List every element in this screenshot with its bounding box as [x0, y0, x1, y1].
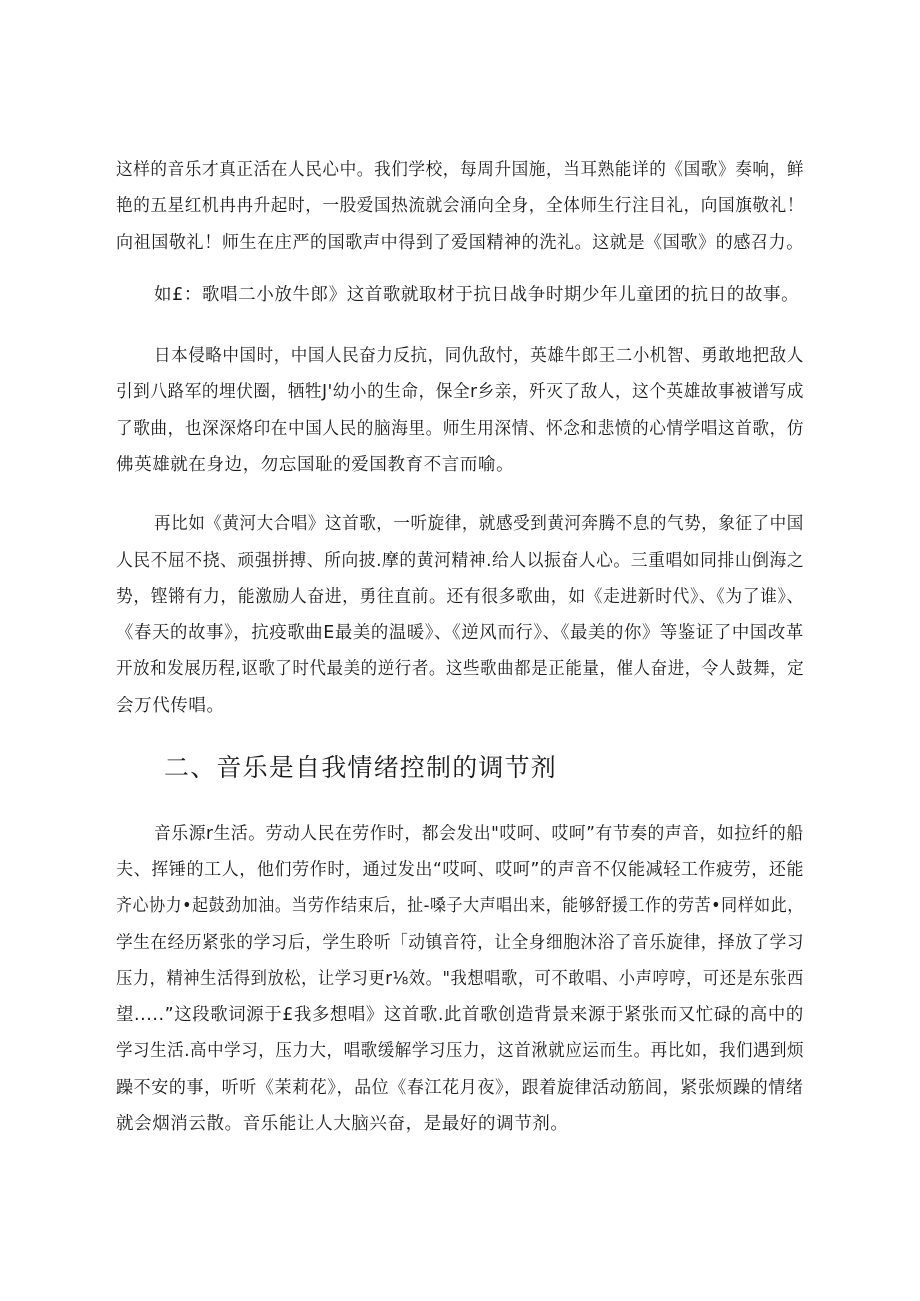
paragraph-4-line-5: 开放和发展历程,讴歌了时代最美的逆行者。这些歌曲都是正能量，催人奋进，令人鼓舞，定 — [116, 659, 805, 679]
paragraph-5-line-9: 就会烟消云散。音乐能让人大脑兴奋，是最好的调节剂。 — [116, 1114, 569, 1134]
paragraph-5-line-3: 齐心协力•起鼓劲加油。当劳作结束后，扯-嗓子大声唱出来，能够舒援工作的劳苦•同样如此， — [116, 896, 804, 916]
paragraph-5-line-7: 学习生活.高中学习，压力大，唱歌缓解学习压力，这首湫就应运而生。再比如，我们遇到烦 — [116, 1041, 805, 1061]
paragraph-3-line-3: 了歌曲，也深深烙印在中国人民的脑海里。师生用深情、怀念和悲愤的心情学唱这首歌，仿 — [116, 419, 805, 439]
paragraph-5-line-5: 压力，精神生活得到放松，让学习更r⅛效。"我想唱歌，可不敢唱、小声哼哼，可还是东张西 — [116, 969, 804, 989]
paragraph-3-line-1: 日本侵略中国时，中国人民奋力反抗，同仇敌忖，英雄牛郎王二小机智、勇敢地把敌人 — [154, 346, 804, 366]
paragraph-5-line-2: 夫、挥锤的工人，他们劳作时，通过发出“哎呵、哎呵”的声音不仅能减轻工作疲劳，还能 — [116, 860, 805, 880]
paragraph-5-line-1: 音乐源r生活。劳动人民在劳作时，都会发出"哎呵、哎呵”有节奏的声音，如拉纤的船 — [154, 824, 804, 844]
section-heading: 二、音乐是自我情绪控制的调节剂 — [164, 753, 558, 782]
paragraph-4-line-1: 再比如《黄河大合唱》这首歌，一听旋律，就感受到黄河奔腾不息的气势，象征了中国 — [154, 514, 804, 534]
paragraph-5-line-8: 躁不安的事，听听《茉莉花》，品位《春江花月夜》，跟着旋律活动筋闾，紧张烦躁的情绪 — [116, 1078, 804, 1098]
paragraph-4-line-6: 会万代传唱。 — [116, 696, 225, 716]
paragraph-5-line-4: 学生在经历紧张的学习后，学生聆听「动镇音符，让全身细胞沐浴了音乐旋律，择放了学习 — [116, 933, 805, 953]
paragraph-5-line-6: 望.....”这段歌词源于£我多想唱》这首歌.此首歌创造背景来源于紧张而又忙碌的高中的 — [116, 1005, 804, 1025]
paragraph-2-line-1: 如£：歌唱二小放牛郎》这首歌就取材于抗日战争时期少年儿童团的抗日的故事。 — [154, 285, 800, 305]
paragraph-4-line-2: 人民不屈不挠、顽强拼搏、所向披.摩的黄河精神.给人以振奋人心。三重唱如同排山倒海之 — [116, 551, 805, 571]
paragraph-4-line-4: 《春天的故事》，抗疫歌曲E最美的温暖》、《逆风而行》、《最美的你》等鉴证了中国改革 — [116, 623, 804, 643]
paragraph-4-line-3: 势，铿锵有力，能激励人奋进，勇往直前。还有很多歌曲，如《走进新时代》、《为了谁》、 — [116, 587, 804, 607]
paragraph-1-line-2: 艳的五星红机冉冉升起时，一股爱国热流就会涌向全身，全体师生行注目礼，向国旗敬礼！ — [116, 196, 805, 216]
paragraph-1-line-1: 这样的音乐才真正活在人民心中。我们学校，每周升国施，当耳熟能详的《国歌》奏响，鲜 — [116, 160, 805, 180]
paragraph-3-line-2: 引到八路军的埋伏圈，牺牲J'幼小的生命，保全r乡亲，歼灭了敌人，这个英雄故事被谱写成 — [116, 382, 804, 402]
paragraph-1-line-3: 向祖国敬礼！师生在庄严的国歌声中得到了爱国精神的洗礼。这就是《国歌》的感召力。 — [116, 233, 804, 253]
paragraph-3-line-4: 佛英雄就在身边，勿忘国耻的爱国教育不言而喻。 — [116, 455, 515, 475]
